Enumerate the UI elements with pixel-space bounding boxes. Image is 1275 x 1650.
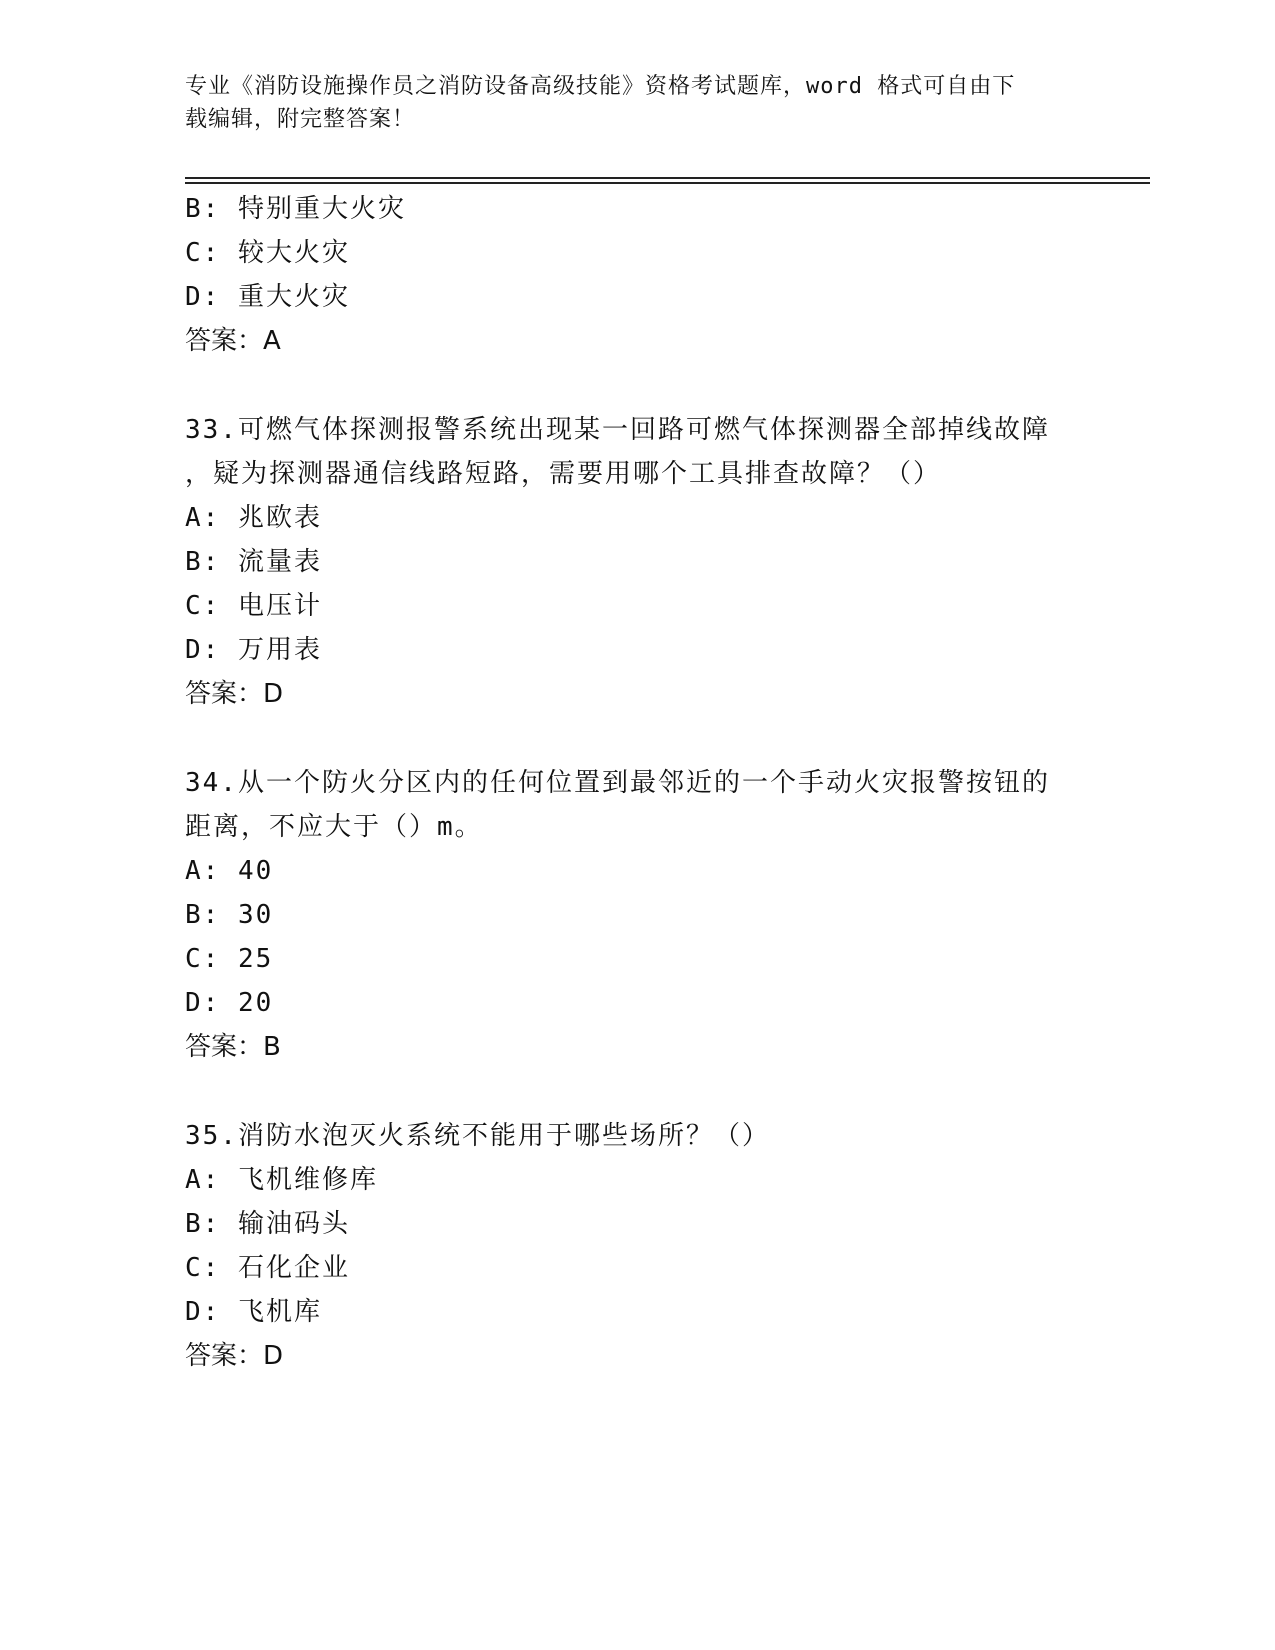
q32-option-c: C: 较大火灾 (185, 238, 350, 268)
q33-option-a: A: 兆欧表 (185, 503, 322, 533)
q35-option-c: C: 石化企业 (185, 1253, 350, 1283)
q32-answer: 答案：A (185, 326, 281, 356)
q32-option-b: B: 特别重大火灾 (185, 194, 406, 224)
q32-option-d: D: 重大火灾 (185, 282, 350, 312)
q34-option-a: A: 40 (185, 856, 274, 886)
q33-answer: 答案：D (185, 679, 284, 709)
q34-stem-line-1: 34.从一个防火分区内的任何位置到最邻近的一个手动火灾报警按钮的 (185, 768, 1050, 798)
q35-option-d: D: 飞机库 (185, 1297, 322, 1327)
q35-answer: 答案：D (185, 1341, 284, 1371)
header-line-1: 专业《消防设施操作员之消防设备高级技能》资格考试题库，word 格式可自由下 (185, 74, 1016, 99)
q33-option-b: B: 流量表 (185, 547, 322, 577)
q33-stem-line-1: 33.可燃气体探测报警系统出现某一回路可燃气体探测器全部掉线故障 (185, 415, 1050, 445)
q34-option-d: D: 20 (185, 988, 274, 1018)
q34-answer: 答案：B (185, 1032, 281, 1062)
q33-option-d: D: 万用表 (185, 635, 322, 665)
q35-option-a: A: 飞机维修库 (185, 1165, 378, 1195)
q35-option-b: B: 输油码头 (185, 1209, 350, 1239)
document-header (185, 70, 1065, 136)
q34-option-c: C: 25 (185, 944, 274, 974)
q34-stem-line-2: 距离，不应大于（）m。 (185, 812, 483, 842)
header-line-2: 载编辑，附完整答案！ (185, 107, 416, 132)
header-divider-bottom (185, 182, 1150, 184)
q34-option-b: B: 30 (185, 900, 274, 930)
q33-option-c: C: 电压计 (185, 591, 322, 621)
header-divider-top (185, 177, 1150, 179)
q35-stem-line-1: 35.消防水泡灭火系统不能用于哪些场所？（） (185, 1121, 770, 1151)
q33-stem-line-2: ，疑为探测器通信线路短路，需要用哪个工具排查故障？（） (185, 459, 942, 489)
